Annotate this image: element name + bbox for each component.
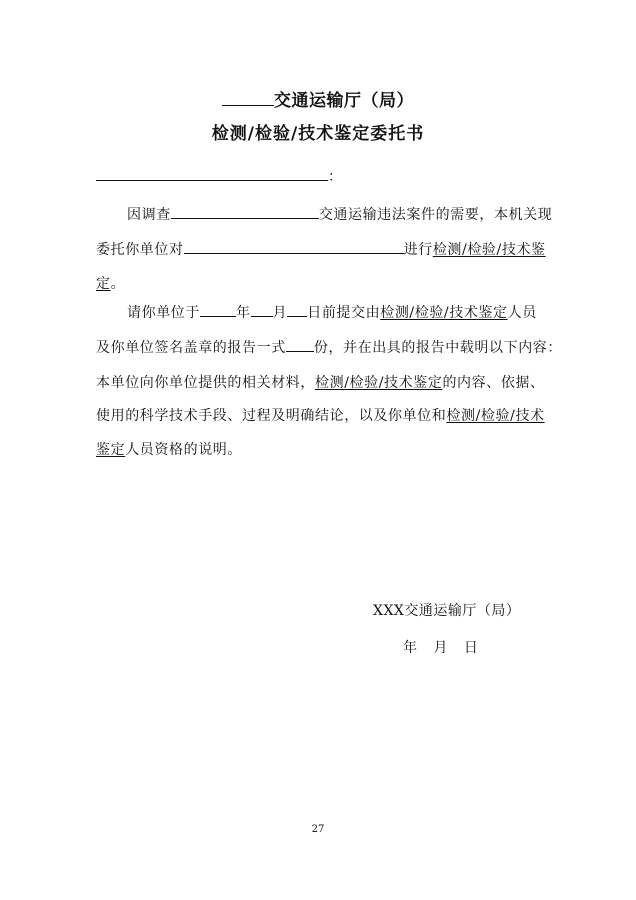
- blank-day[interactable]: [287, 302, 307, 317]
- document-title-line2: 检测/检验/技术鉴定委托书: [211, 124, 425, 144]
- blank-object[interactable]: [184, 239, 404, 254]
- issue-date: 年 月 日: [403, 640, 478, 656]
- para2-line2: 及你单位签名盖章的报告一式 份，并在出具的报告中载明以下内容：: [96, 337, 562, 357]
- blank-copies[interactable]: [286, 337, 314, 352]
- para2-line3: 本单位向你单位提供的相关材料，检测/检验/技术鉴定的内容、依据、: [96, 375, 545, 391]
- blank-year[interactable]: [200, 302, 236, 317]
- para2-line4: 使用的科学技术手段、过程及明确结论，以及你单位和检测/检验/技术: [96, 408, 545, 424]
- page-number: 27: [311, 824, 325, 835]
- para2-line5: 鉴定人员资格的说明。: [96, 442, 243, 458]
- para2-line1: 请你单位于 年 月 日前提交由检测/检验/技术鉴定人员: [127, 302, 537, 322]
- blank-department-name[interactable]: [222, 88, 274, 106]
- addressee-line: [96, 166, 342, 186]
- blank-addressee[interactable]: [96, 166, 328, 181]
- issuer-signature: XXX交通运输厅（局）: [373, 603, 521, 619]
- document-title-line1: [0, 86, 636, 111]
- title-text-1: 交通运输厅（局）: [274, 91, 414, 111]
- para1-line1: 因调查 交通运输违法案件的需要，本机关现: [127, 204, 552, 224]
- para1-line3: 定。: [96, 276, 126, 292]
- blank-case-name[interactable]: [171, 204, 319, 219]
- addressee-colon: ：: [328, 169, 342, 185]
- blank-month[interactable]: [251, 302, 273, 317]
- para1-line2: 委托你单位对 进行检测/检验/技术鉴: [96, 239, 546, 259]
